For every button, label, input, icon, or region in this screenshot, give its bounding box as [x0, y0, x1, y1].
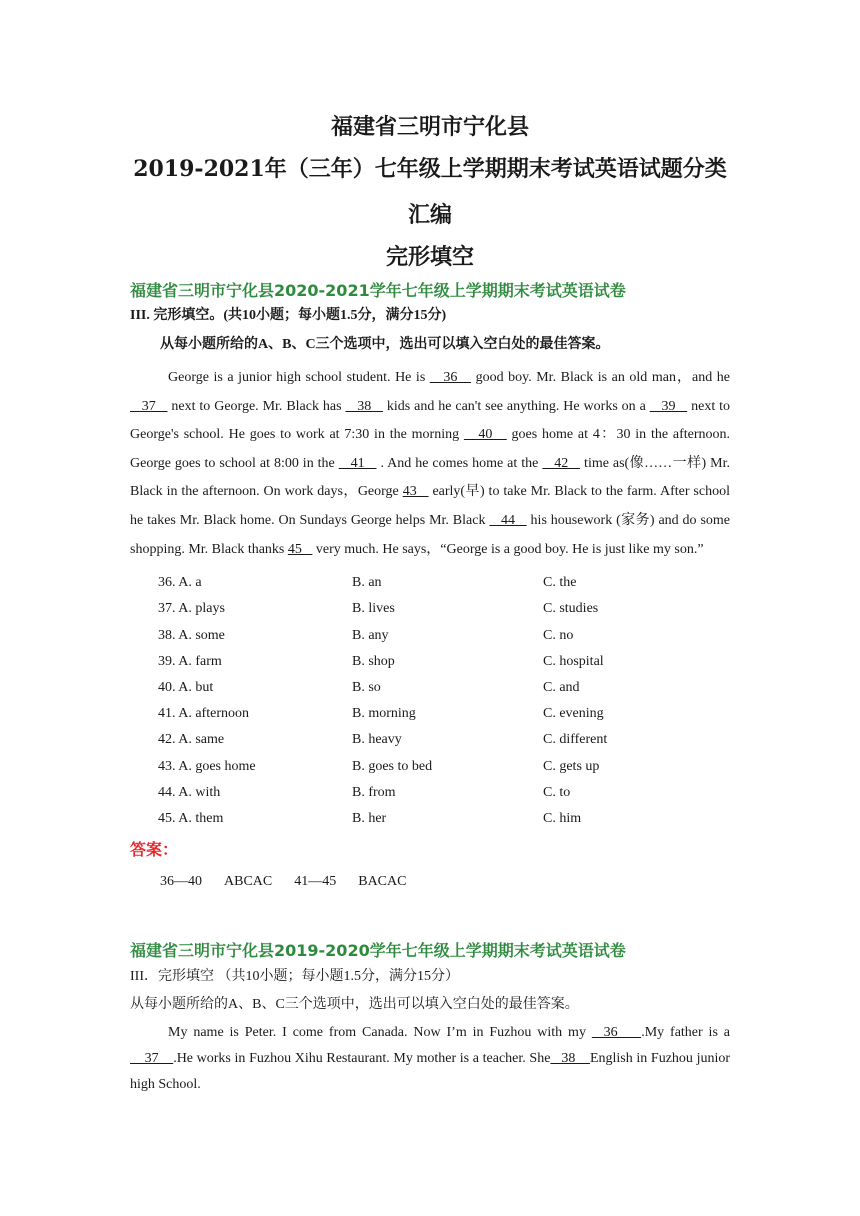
option-c: C. hospital — [543, 653, 604, 669]
option-row — [158, 727, 730, 753]
option-b: B. shop — [352, 653, 395, 669]
option-a: 39. A. farm — [158, 653, 222, 669]
passage-text: .He works in Fuzhou Xihu Restaurant. My mother is a teacher. She — [173, 1051, 551, 1067]
passage-text: very much. He says，“George is a good boy. He is just like my son.” — [312, 541, 704, 557]
part-heading: III. 完形填空。(共10小题；每小题1.5分，满分15分) — [130, 308, 447, 323]
passage-text: kids and he can't see anything. He works on a — [382, 398, 650, 414]
option-row — [158, 675, 730, 701]
option-row — [158, 806, 730, 832]
passage-text: early(早) to take Mr. Black to the farm. After school he takes Mr. Black home. On Sundays George helps Mr. Black — [130, 484, 730, 528]
title-collection: 2019-2021年（三年）七年级上学期期末考试英语试题分类汇编 — [133, 156, 727, 228]
answer-letters: BACAC — [358, 874, 407, 890]
blank-number: 38 — [345, 398, 383, 414]
document-content — [130, 108, 730, 1098]
option-b: B. her — [352, 810, 387, 826]
part-heading: III．完形填空 （共10小题；每小题1.5分，满分15分） — [130, 969, 459, 985]
option-row — [158, 780, 730, 806]
option-row — [158, 701, 730, 727]
option-row — [158, 596, 730, 622]
option-a: 36. A. a — [158, 575, 202, 591]
title-region: 福建省三明市宁化县 — [330, 114, 529, 140]
blank-number: 36 — [591, 1025, 642, 1041]
passage-text: time as(像……一样) Mr. Black in the afternoon. On work days，George — [130, 455, 730, 500]
option-a: 41. A. afternoon — [158, 706, 249, 722]
option-c: C. evening — [543, 706, 604, 722]
answer-letters: ABCAC — [224, 874, 273, 890]
blank-number: 44 — [489, 512, 527, 528]
option-a: 38. A. some — [158, 627, 225, 643]
cloze-passage — [130, 1020, 730, 1098]
option-b: B. goes to bed — [352, 758, 433, 774]
option-b: B. an — [352, 575, 382, 591]
answer-label: 答案： — [130, 840, 179, 860]
blank-number: 37 — [130, 1051, 174, 1067]
option-a: 44. A. with — [158, 784, 221, 800]
answer-key — [130, 864, 730, 900]
instruction-text: 从每小题所给的A、B、C三个选项中，选出可以填入空白处的最佳答案。 — [130, 997, 579, 1013]
instruction-text: 从每小题所给的A、B、C三个选项中，选出可以填入空白处的最佳答案。 — [160, 337, 610, 352]
option-c: C. the — [543, 575, 577, 591]
blank-number: 40 — [463, 427, 507, 443]
blank-number: 38 — [550, 1051, 590, 1067]
option-a: 45. A. them — [158, 810, 224, 826]
option-c: C. no — [543, 627, 574, 643]
passage-text: .My father is a — [641, 1025, 730, 1041]
section-heading: 福建省三明市宁化县2019-2020学年七年级上学期期末考试英语试卷 — [130, 941, 626, 961]
option-a: 37. A. plays — [158, 601, 225, 617]
option-b: B. from — [352, 784, 396, 800]
option-b: B. morning — [352, 706, 416, 722]
option-row — [158, 570, 730, 596]
blank-number: 42 — [542, 455, 581, 471]
blank-number: 43 — [402, 484, 429, 500]
title-topic: 完形填空 — [385, 244, 474, 270]
passage-text: . And he comes home at the — [376, 455, 543, 471]
option-row — [158, 649, 730, 675]
option-b: B. any — [352, 627, 389, 643]
blank-number: 37 — [130, 398, 168, 414]
blank-number: 36 — [429, 370, 472, 385]
answer-range: 36—40 — [160, 874, 202, 890]
option-c: C. different — [543, 732, 608, 748]
option-b: B. lives — [352, 601, 395, 617]
passage-text: goes home at 4：30 in the afternoon. George goes to school at 8:00 in the — [130, 427, 731, 471]
passage-text: My name is Peter. I come from Canada. Now I’m in Fuzhou with my — [168, 1025, 592, 1041]
passage-text: next to George's school. He goes to work at 7:30 in the morning — [130, 398, 731, 443]
option-a: 42. A. same — [158, 732, 225, 748]
option-c: C. him — [543, 810, 582, 826]
option-row — [158, 753, 730, 779]
option-c: C. gets up — [543, 758, 600, 774]
passage-text: good boy. Mr. Black is an old man，and he — [471, 370, 730, 385]
section-heading: 福建省三明市宁化县2020-2021学年七年级上学期期末考试英语试卷 — [130, 281, 626, 300]
passage-text: his housework (家务) and do some shopping. Mr. Black thanks — [130, 512, 730, 557]
answer-range: 41—45 — [294, 874, 337, 890]
cloze-passage — [130, 364, 730, 564]
blank-number: 39 — [649, 398, 688, 414]
option-b: B. heavy — [352, 732, 402, 748]
option-c: C. and — [543, 680, 580, 695]
passage-text: next to George. Mr. Black has — [167, 398, 346, 414]
option-c: C. studies — [543, 601, 599, 617]
option-row — [158, 623, 730, 649]
option-b: B. so — [352, 680, 381, 695]
option-a: 40. A. but — [158, 680, 214, 695]
answer-options — [130, 570, 730, 832]
option-c: C. to — [543, 784, 571, 800]
option-a: 43. A. goes home — [158, 758, 256, 774]
blank-number: 45 — [287, 541, 313, 557]
passage-text: George is a junior high school student. He is — [168, 370, 430, 385]
spacer — [130, 900, 730, 938]
blank-number: 41 — [338, 455, 377, 471]
passage-text: English in Fuzhou junior high School. — [130, 1051, 731, 1093]
